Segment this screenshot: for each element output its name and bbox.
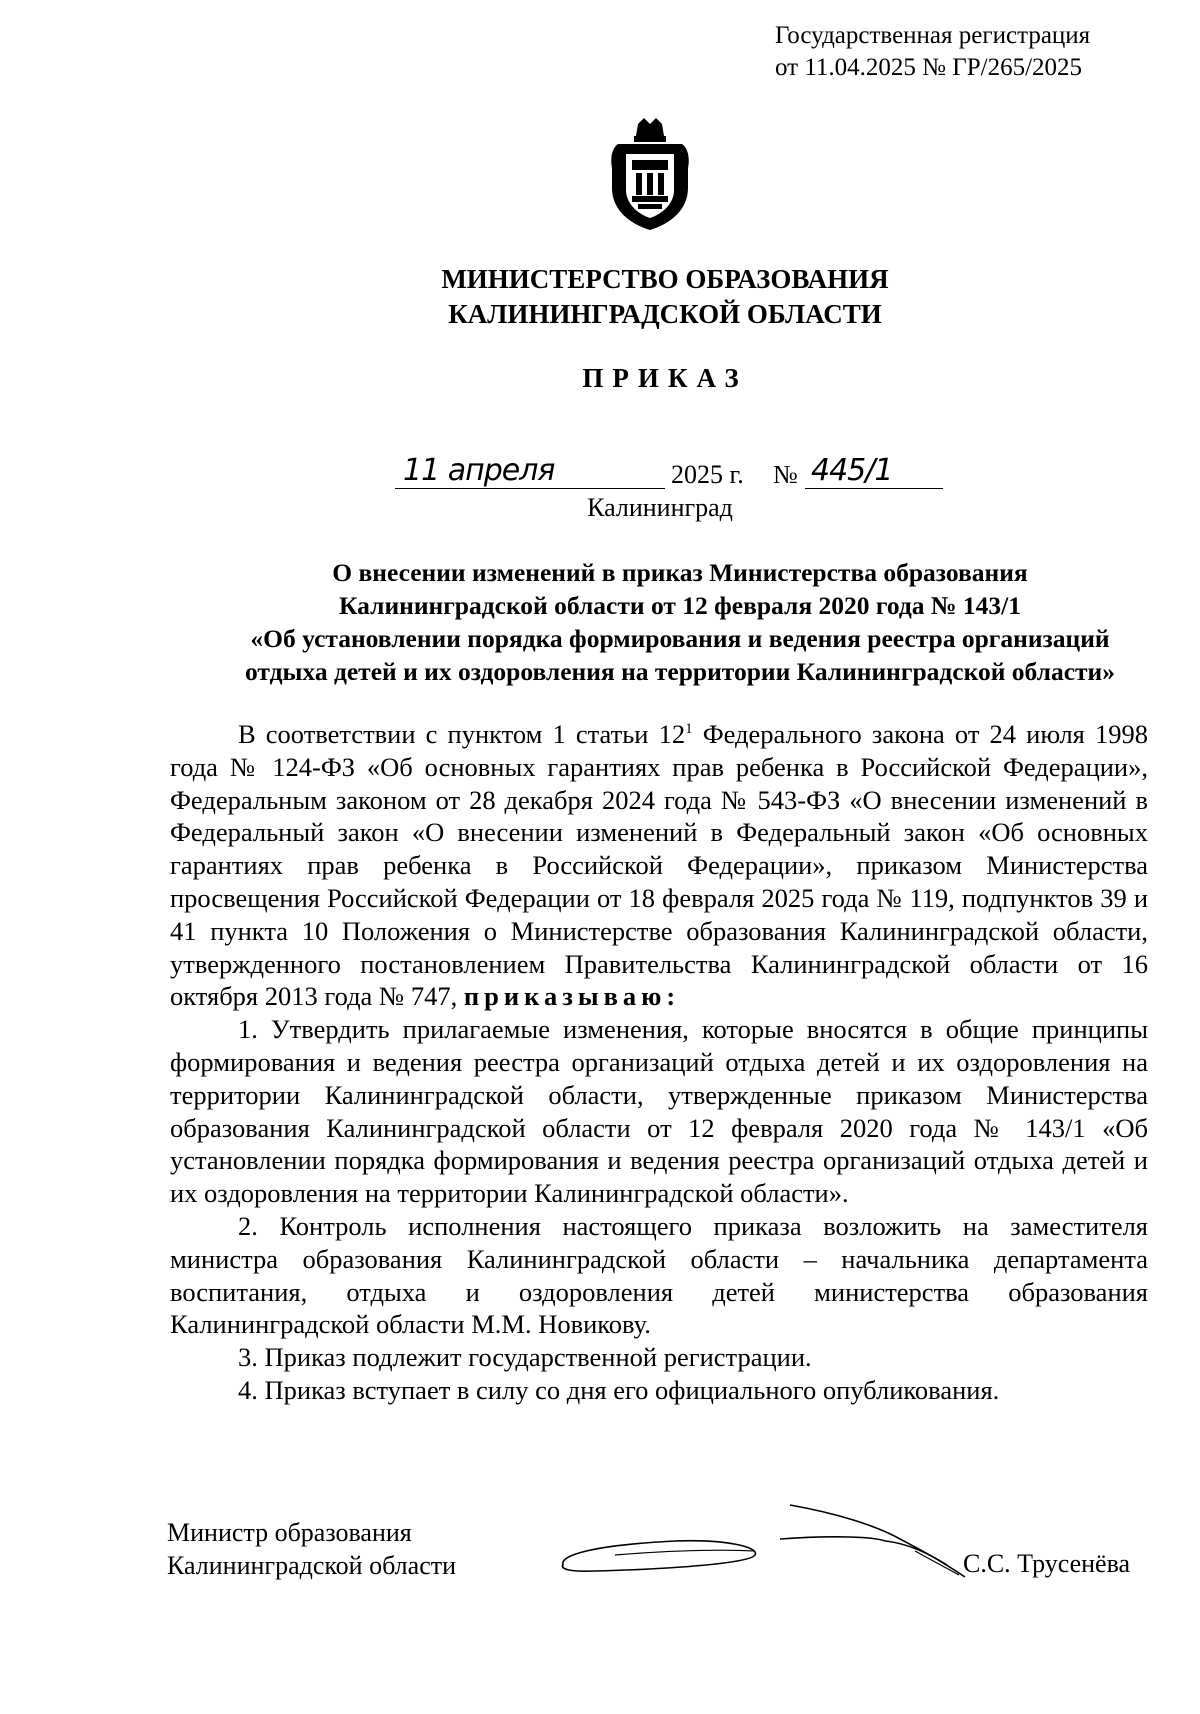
date-underline	[395, 488, 665, 489]
ministry-name-line-1: МИНИСТЕРСТВО ОБРАЗОВАНИЯ	[441, 264, 889, 294]
order-city: Калининград	[587, 493, 733, 522]
order-item-3: 3. Приказ подлежит государственной регистрации.	[238, 1342, 812, 1373]
subject-line-2: Калининградской области от 12 февраля 2020 года № 143/1	[339, 591, 1021, 620]
order-body	[170, 718, 1148, 1407]
subject-line-3: «Об установлении порядка формирования и ведения реестра организаций	[250, 624, 1110, 653]
handwritten-date: 11 апреля	[403, 453, 555, 488]
handwritten-signature-icon	[555, 1495, 985, 1585]
handwritten-order-number: 445/1	[811, 453, 893, 488]
registration-line-2: от 11.04.2025 № ГР/265/2025	[775, 54, 1083, 81]
number-underline	[805, 488, 943, 489]
order-subject	[160, 556, 1200, 688]
order-word: приказываю:	[463, 981, 681, 1012]
order-title: ПРИКАЗ	[582, 363, 748, 393]
signatory-title	[167, 1516, 456, 1582]
signatory-name: С.С. Трусенёва	[963, 1549, 1131, 1578]
order-number-label: №	[773, 460, 798, 489]
subject-line-1: О внесении изменений в приказ Министерства образования	[332, 558, 1028, 587]
order-item-1: 1. Утвердить прилагаемые изменения, которые вносятся в общие принципы формирования и ведения реестра организаций отдыха детей и их оздоровления на территории Калининградской области, утвержденные приказом Министерства образования Калининградской области от 12 февраля 2020 года № 143/1 «Об установлении порядка формирования и ведения реестра организаций отдыха детей и их оздоровления на территории Калининградской области».	[170, 1014, 1148, 1209]
registration-line-1: Государственная регистрация	[775, 22, 1091, 49]
order-date-line	[395, 455, 955, 495]
preamble-text-b: Федерального закона от 24 июля 1998 года № 124-ФЗ «Об основных гарантиях прав ребенка в Российской Федерации», Федеральным законом от 28 декабря 2024 года № 543-ФЗ «О внесении изменений в Федеральный закон «О внесении изменений в Федеральный закон «Об основных гарантиях прав ребенка в Российской Федерации», приказом Министерства просвещения Российской Федерации от 18 февраля 2025 года № 119, подпунктов 39 и 41 пункта 10 Положения о Министерстве образования Калининградской области, утвержденного постановлением Правительства Калининградской области от 16 октября 2013 года № 747,	[170, 719, 1148, 1012]
subject-line-4: отдыха детей и их оздоровления на территории Калининградской области»	[245, 657, 1115, 686]
preamble-superscript: 1	[685, 721, 693, 738]
signatory-title-line-2: Калининградской области	[167, 1551, 457, 1580]
preamble-text-a: В соответствии с пунктом 1 статьи 12	[238, 719, 686, 749]
coat-of-arms-icon	[608, 118, 692, 230]
ministry-name-line-2: КАЛИНИНГРАДСКОЙ ОБЛАСТИ	[448, 299, 882, 329]
order-item-2: 2. Контроль исполнения настоящего приказа возложить на заместителя министра образования Калининградской области – начальника департамента воспитания, отдыха и оздоровления детей министерства образования Калининградской области М.М. Новикову.	[170, 1210, 1148, 1340]
registration-stamp	[775, 20, 1090, 84]
ministry-name	[0, 262, 1200, 332]
preamble-paragraph	[170, 718, 1148, 1013]
signatory-title-line-1: Министр образования	[167, 1518, 412, 1547]
order-year: 2025 г.	[671, 460, 744, 489]
order-item-4: 4. Приказ вступает в силу со дня его официального опубликования.	[238, 1374, 1000, 1405]
